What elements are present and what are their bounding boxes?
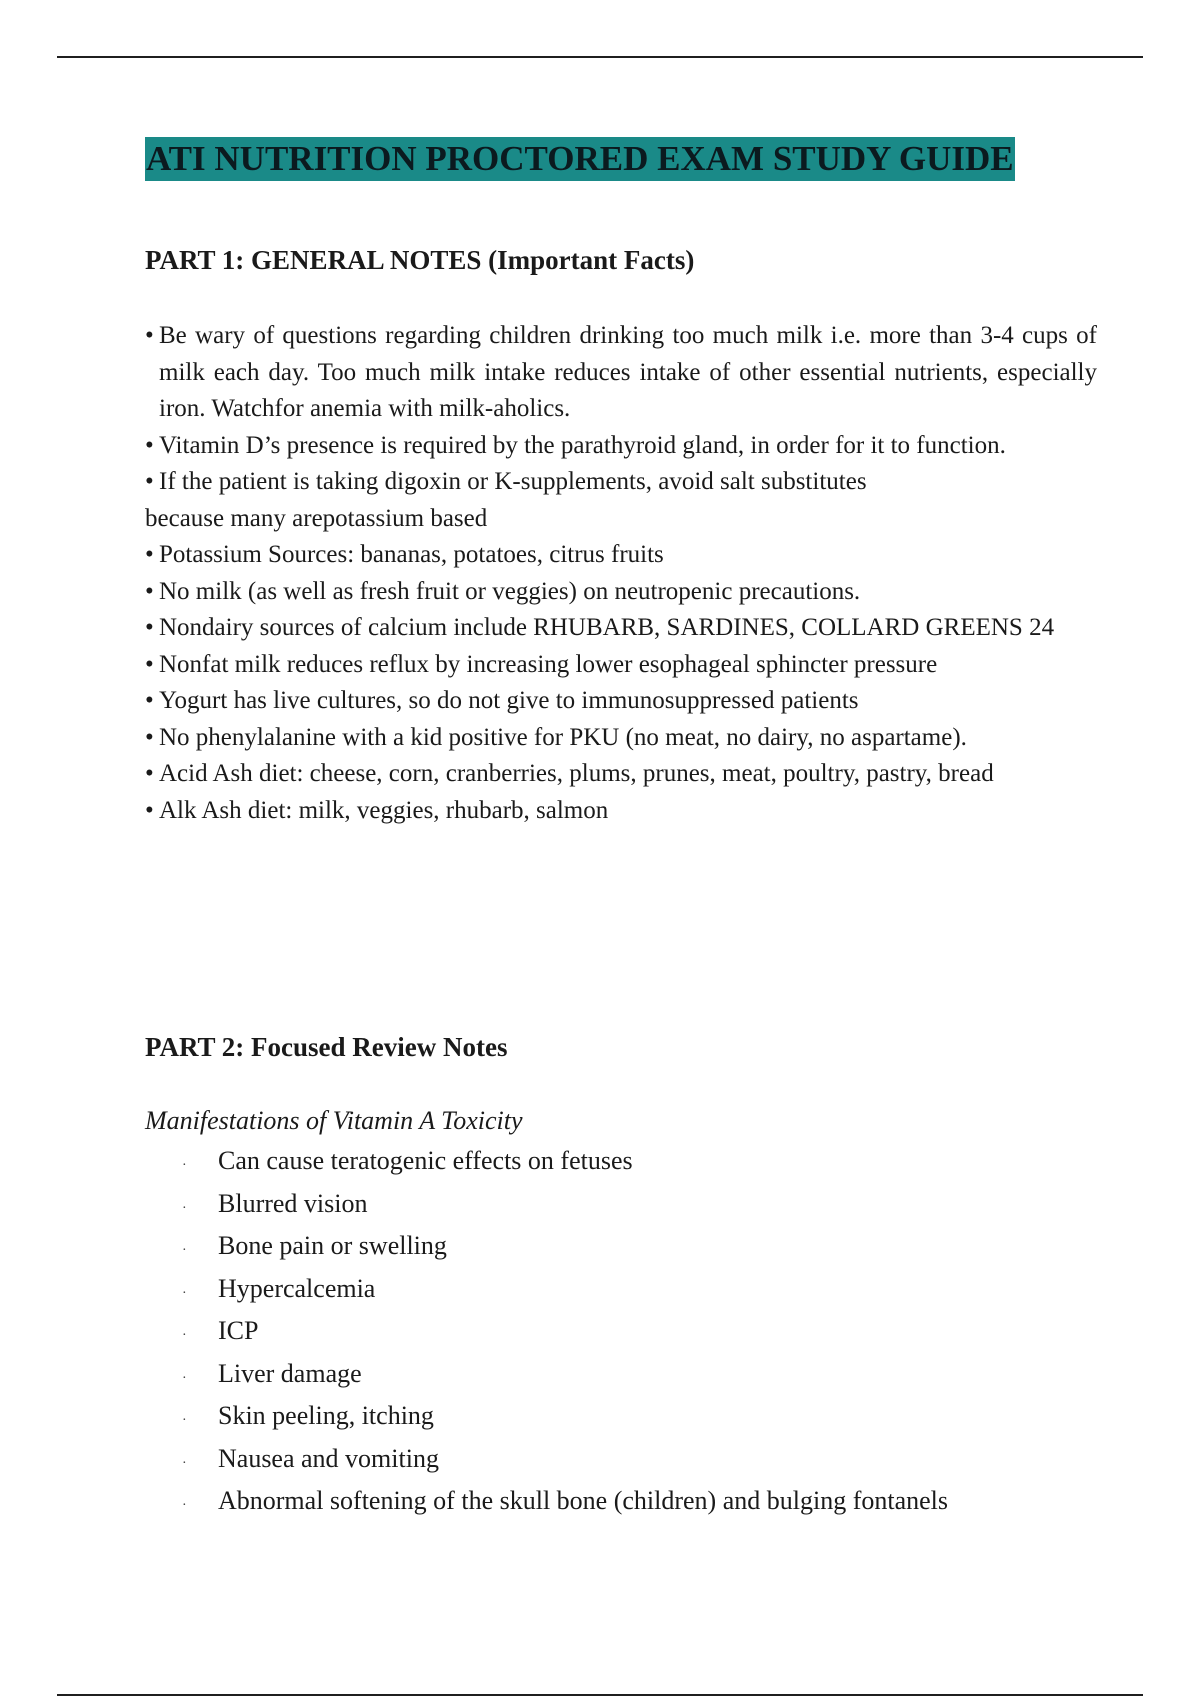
list-item: · ICP xyxy=(182,1312,1082,1355)
top-rule xyxy=(57,56,1143,58)
list-item: · Can cause teratogenic effects on fetuses xyxy=(182,1142,1082,1185)
list-item: • Be wary of questions regarding children drinking too much milk i.e. more than 3-4 cups of milk each day. Too much milk intake reduces intake of other essential nutrients, especially iron. Watchfor anemia with milk-aholics. xyxy=(145,318,1097,428)
vitamin-a-toxicity-list xyxy=(182,1142,1082,1525)
bullet-icon: · xyxy=(182,1200,187,1216)
bullet-icon: • xyxy=(145,614,154,641)
bullet-icon: · xyxy=(182,1413,187,1428)
bullet-icon: • xyxy=(145,577,154,605)
list-item-continuation: because many arepotassium based xyxy=(145,504,488,532)
list-item: · Hypercalcemia xyxy=(182,1270,1082,1313)
list-item: · Liver damage xyxy=(182,1355,1082,1398)
bullet-icon: • xyxy=(145,650,154,678)
list-item: • Yogurt has live cultures, so do not give to immunosuppressed patients xyxy=(145,683,1097,720)
bullet-icon: · xyxy=(182,1158,187,1173)
list-item: • Acid Ash diet: cheese, corn, cranberries, plums, prunes, meat, poultry, pastry, bread xyxy=(145,756,1097,793)
list-item: · Abnormal softening of the skull bone (children) and bulging fontanels xyxy=(182,1482,1082,1525)
bullet-icon: · xyxy=(182,1328,187,1343)
bottom-rule xyxy=(57,1694,1143,1696)
bullet-icon: • xyxy=(145,431,154,459)
bullet-icon: · xyxy=(182,1243,187,1258)
list-item: • If the patient is taking digoxin or K-supplements, avoid salt substitutes xyxy=(145,464,1097,501)
part1-heading: PART 1: GENERAL NOTES (Important Facts) xyxy=(145,245,695,275)
bullet-icon: · xyxy=(182,1455,187,1471)
bullet-icon: • xyxy=(145,322,154,349)
bullet-icon: • xyxy=(145,541,154,568)
list-item: • Nondairy sources of calcium include RHUBARB, SARDINES, COLLARD GREENS 24 xyxy=(145,610,1097,647)
list-item: · Nausea and vomiting xyxy=(182,1440,1082,1483)
list-item: • No phenylalanine with a kid positive for PKU (no meat, no dairy, no aspartame). xyxy=(145,720,1097,757)
list-item: • Potassium Sources: bananas, potatoes, citrus fruits xyxy=(145,537,1097,574)
bullet-icon: • xyxy=(145,723,154,751)
bullet-icon: • xyxy=(145,687,154,714)
list-item: • No milk (as well as fresh fruit or veggies) on neutropenic precautions. xyxy=(145,574,1097,611)
list-item: · Blurred vision xyxy=(182,1185,1082,1228)
bullet-icon: • xyxy=(145,760,154,787)
bullet-icon: • xyxy=(145,468,154,495)
bullet-icon: • xyxy=(145,796,154,824)
list-item: • Nonfat milk reduces reflux by increasing lower esophageal sphincter pressure xyxy=(145,647,1097,684)
bullet-icon: · xyxy=(182,1370,187,1386)
bullet-icon: · xyxy=(182,1498,187,1513)
general-notes-list xyxy=(145,318,1097,829)
list-item: · Skin peeling, itching xyxy=(182,1397,1082,1440)
document-title: ATI NUTRITION PROCTORED EXAM STUDY GUIDE xyxy=(145,137,1015,181)
bullet-icon: · xyxy=(182,1285,187,1301)
part2-heading: PART 2: Focused Review Notes xyxy=(145,1032,508,1062)
list-item: • Vitamin D’s presence is required by the parathyroid gland, in order for it to function. xyxy=(145,428,1097,465)
list-item: • Alk Ash diet: milk, veggies, rhubarb, salmon xyxy=(145,793,1097,830)
list-item: · Bone pain or swelling xyxy=(182,1227,1082,1270)
vitamin-a-toxicity-subheading: Manifestations of Vitamin A Toxicity xyxy=(145,1106,523,1135)
